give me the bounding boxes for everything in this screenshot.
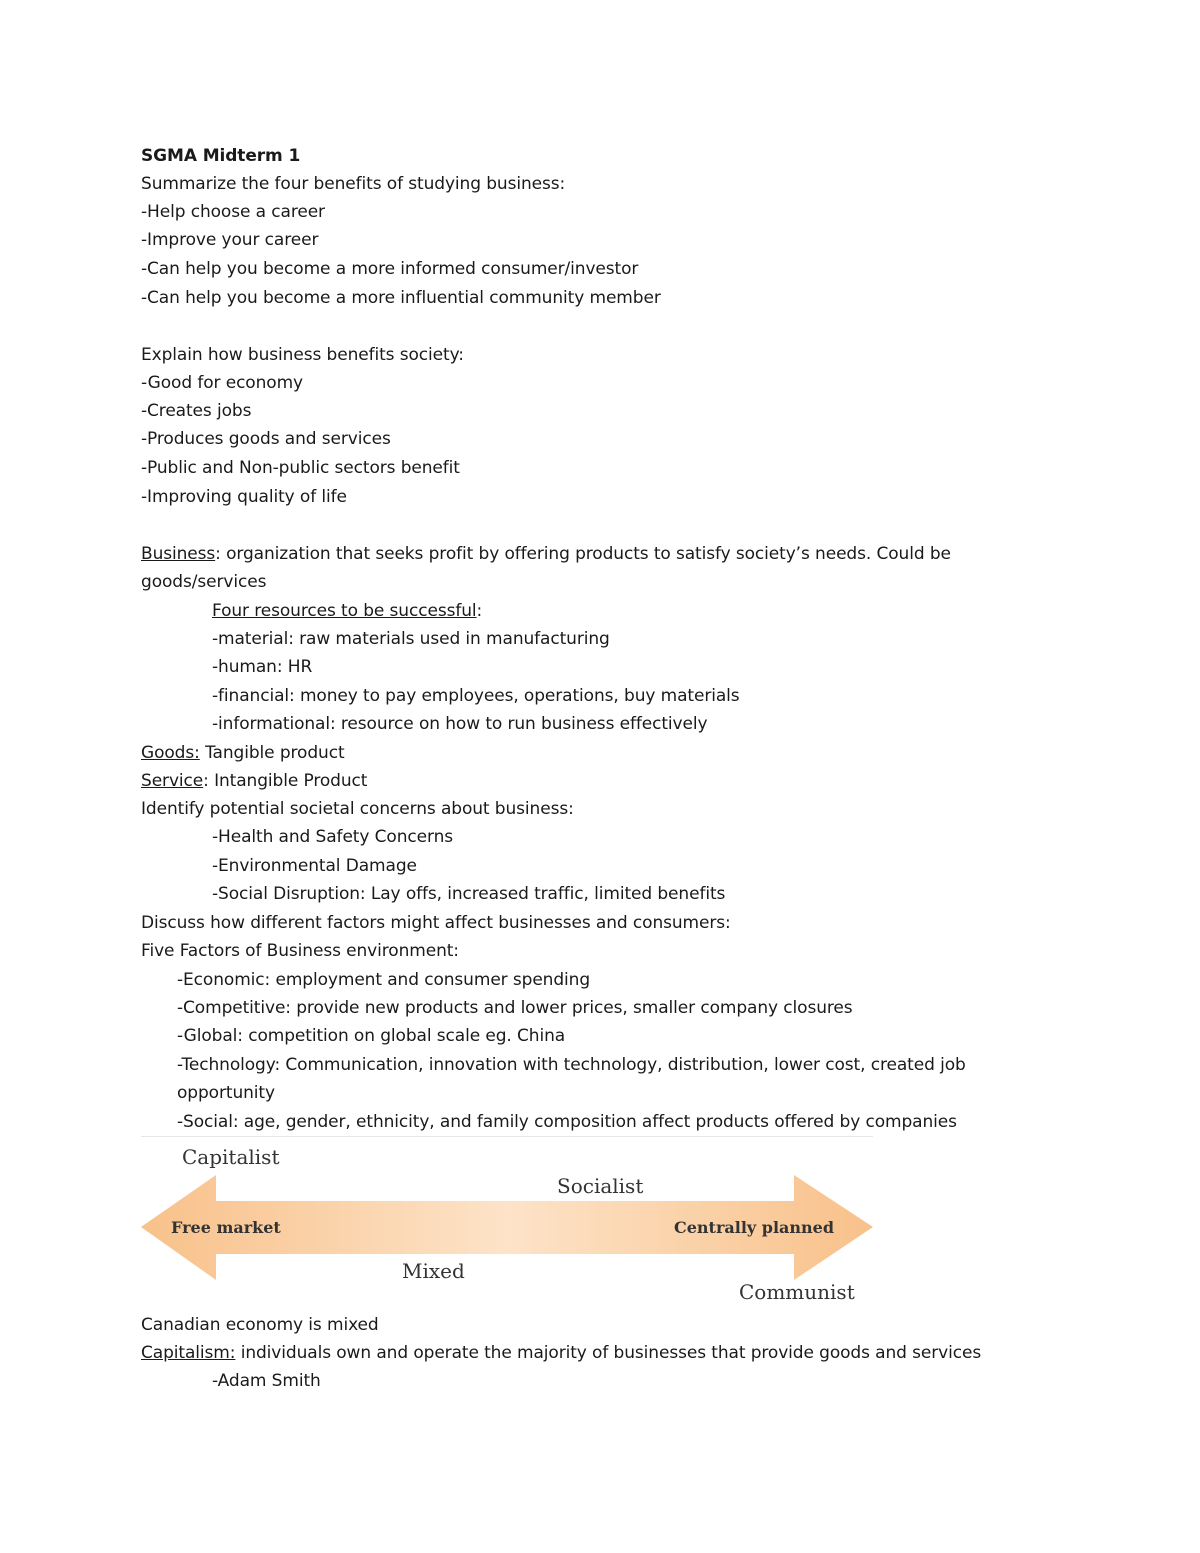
list-item: -Technology: Communication, innovation with technology, distribution, lower cost, created job [177,1055,966,1075]
label-centrally-planned: Centrally planned [674,1218,835,1237]
resources-heading-text: Four resources to be successful [212,601,477,621]
list-item: -Economic: employment and consumer spending [177,970,591,990]
list-item: -Social Disruption: Lay offs, increased traffic, limited benefits [212,884,726,904]
label-free-market: Free market [171,1218,281,1237]
list-item: -Adam Smith [212,1371,321,1391]
page-title: SGMA Midterm 1 [141,146,301,166]
capitalism-text: individuals own and operate the majority of businesses that provide goods and services [235,1343,982,1363]
label-communist: Communist [739,1280,855,1304]
concerns-heading: Identify potential societal concerns about business: [141,799,574,819]
list-item: -Produces goods and services [141,429,391,449]
capitalism-term: Capitalism: [141,1343,236,1363]
business-term: Business [141,544,216,564]
list-item: opportunity [177,1083,275,1103]
list-item: -Can help you become a more informed consumer/investor [141,259,639,279]
resources-colon: : [476,601,483,621]
business-text: : organization that seeks profit by offering products to satisfy society’s needs. Could be [215,544,951,564]
service-term: Service [141,771,204,791]
list-item: -Global: competition on global scale eg. China [177,1026,566,1046]
list-item: -Social: age, gender, ethnicity, and family composition affect products offered by companies [177,1112,957,1132]
list-item: -Environmental Damage [212,856,417,876]
benefits-heading: Summarize the four benefits of studying business: [141,174,566,194]
list-item: -Health and Safety Concerns [212,827,454,847]
business-definition-cont: goods/services [141,572,267,592]
society-heading: Explain how business benefits society: [141,345,464,365]
list-item: -Competitive: provide new products and lower prices, smaller company closures [177,998,853,1018]
list-item: -human: HR [212,657,313,677]
service-text: : Intangible Product [203,771,368,791]
list-item: -material: raw materials used in manufacturing [212,629,610,649]
label-socialist: Socialist [557,1174,644,1198]
list-item: -Improve your career [141,230,319,250]
list-item: -financial: money to pay employees, operations, buy materials [212,686,740,706]
list-item: -Public and Non-public sectors benefit [141,458,460,478]
list-item: -Good for economy [141,373,304,393]
goods-term: Goods: [141,743,200,763]
list-item: -Help choose a career [141,202,325,222]
capitalism-definition [141,1343,981,1363]
list-item: -Creates jobs [141,401,252,421]
list-item: -Can help you become a more influential community member [141,288,661,308]
factors-subheading: Five Factors of Business environment: [141,941,459,961]
list-item: -Improving quality of life [141,487,347,507]
list-item: -informational: resource on how to run business effectively [212,714,708,734]
goods-text: Tangible product [199,743,345,763]
canadian-economy: Canadian economy is mixed [141,1315,379,1335]
label-mixed: Mixed [402,1259,465,1283]
label-capitalist: Capitalist [182,1145,280,1169]
factors-heading: Discuss how different factors might affect businesses and consumers: [141,913,731,933]
